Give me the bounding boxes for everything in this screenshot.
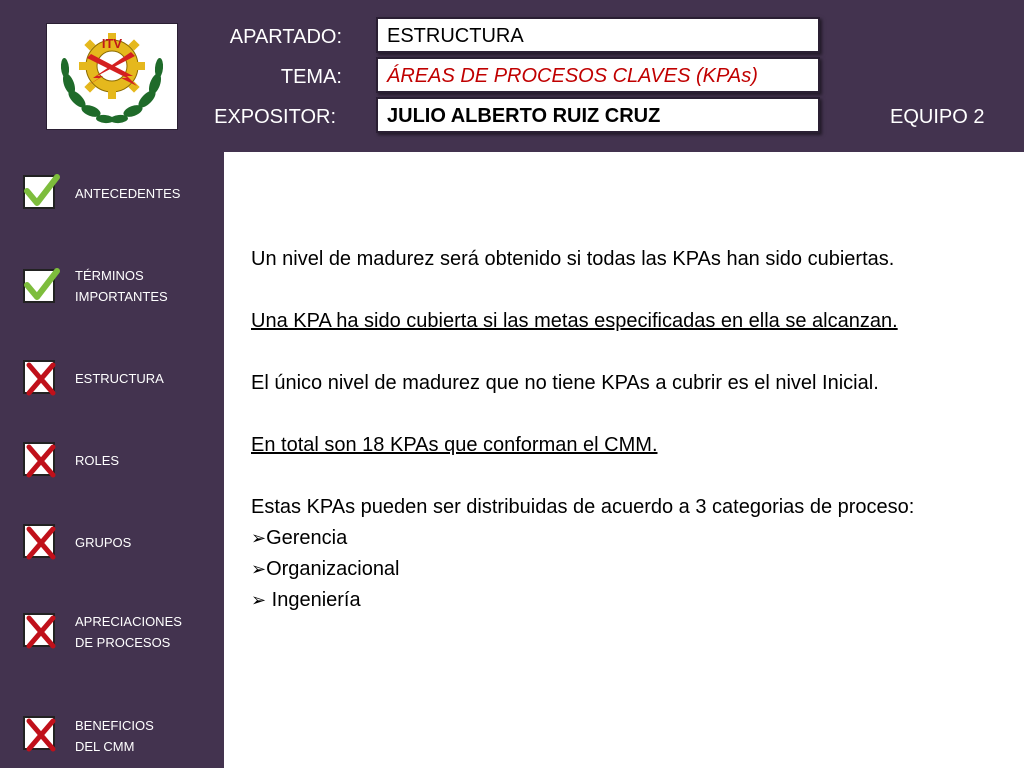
arrow-bullet-icon: ➢ (251, 559, 267, 579)
cross-icon (21, 712, 61, 752)
checkbox-crossed (23, 442, 55, 476)
tema-label: TEMA: (280, 66, 342, 88)
sidebar-item-label: ROLES (75, 453, 120, 468)
apartado-label: APARTADO: (229, 26, 342, 48)
arrow-bullet-icon: ➢ (251, 528, 267, 548)
list-item (251, 523, 989, 554)
sidebar-item-antecedentes[interactable] (0, 175, 224, 225)
tema-field: ÁREAS DE PROCESOS CLAVES (KPAs) (376, 57, 820, 93)
cross-icon (21, 609, 61, 649)
list-item (251, 554, 989, 585)
team-label: EQUIPO 2 (890, 106, 985, 128)
sidebar-item-label: APRECIACIONES DE PROCESOS (75, 614, 182, 650)
sidebar-item-label: ANTECEDENTES (75, 186, 181, 201)
sidebar-item-estructura[interactable] (0, 360, 224, 410)
list-item-text: Organizacional (266, 558, 400, 580)
sidebar-item-label: ESTRUCTURA (75, 371, 164, 386)
sidebar-item-terminos[interactable] (0, 269, 224, 319)
header (0, 0, 1024, 152)
cross-icon (21, 356, 61, 396)
sidebar-item-label: GRUPOS (75, 535, 132, 550)
paragraph-1: Un nivel de madurez será obtenido si todas las KPAs han sido cubiertas. (251, 248, 895, 270)
content-text (251, 244, 989, 616)
list-item-text: Gerencia (266, 527, 348, 549)
sidebar-item-roles[interactable] (0, 442, 224, 492)
sidebar-item-beneficios[interactable] (0, 716, 224, 766)
cross-icon (21, 520, 61, 560)
checkbox-crossed (23, 716, 55, 750)
paragraph-3: El único nivel de madurez que no tiene KPAs a cubrir es el nivel Inicial. (251, 372, 879, 394)
expositor-field: JULIO ALBERTO RUIZ CRUZ (376, 97, 820, 133)
paragraph-5: Estas KPAs pueden ser distribuidas de acuerdo a 3 categorias de proceso: (251, 496, 915, 518)
arrow-bullet-icon: ➢ (251, 590, 267, 610)
checkbox-checked (23, 269, 55, 303)
checkbox-crossed (23, 524, 55, 558)
paragraph-2: Una KPA ha sido cubierta si las metas especificadas en ella se alcanzan. (251, 310, 898, 332)
content-area (224, 152, 1024, 768)
sidebar (0, 152, 224, 768)
checkmark-icon (21, 171, 61, 211)
logo-text: ITV (101, 36, 123, 51)
checkmark-icon (21, 265, 61, 305)
sidebar-item-label: BENEFICIOS DEL CMM (75, 718, 154, 754)
checkbox-crossed (23, 613, 55, 647)
sidebar-item-apreciaciones[interactable] (0, 613, 224, 663)
checkbox-checked (23, 175, 55, 209)
paragraph-4: En total son 18 KPAs que conforman el CMM. (251, 434, 658, 456)
list-item (251, 585, 989, 616)
expositor-label: EXPOSITOR: (214, 106, 336, 128)
checkbox-crossed (23, 360, 55, 394)
list-item-text: Ingeniería (266, 589, 361, 611)
sidebar-item-grupos[interactable] (0, 524, 224, 574)
sidebar-item-label: TÉRMINOS IMPORTANTES (75, 268, 168, 304)
apartado-field: ESTRUCTURA (376, 17, 820, 53)
cross-icon (21, 438, 61, 478)
